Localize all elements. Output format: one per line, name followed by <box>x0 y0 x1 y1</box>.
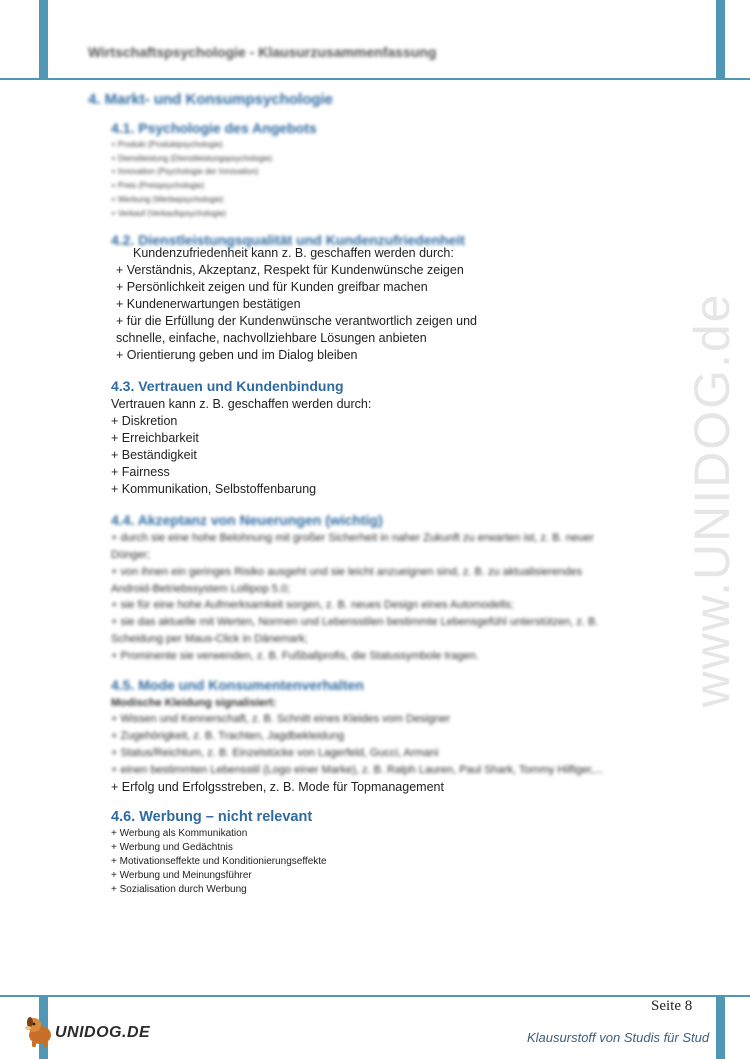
list-item: + Zugehörigkeit, z. B. Trachten, Jagdbekleidung <box>111 730 345 743</box>
list-item: + Status/Reichtum, z. B. Einzelstücke von Lagerfeld, Gucci, Armani <box>111 746 439 759</box>
list-item: + durch sie eine hohe Belohnung mit großer Sicherheit in naher Zukunft zu erwarten ist, z. B. neuer <box>111 532 594 545</box>
list-item: + sie für eine hohe Aufmerksamkeit sorgen, z. B. neues Design eines Automodells; <box>111 599 514 612</box>
list-item: + Erfolg und Erfolgsstreben, z. B. Mode für Topmanagement <box>111 779 444 794</box>
list-item: + Wissen und Kennerschaft, z. B. Schnitt eines Kleides vom Designer <box>111 713 451 726</box>
header-rule <box>0 78 750 80</box>
list-item: + Persönlichkeit zeigen und für Kunden greifbar machen <box>116 280 428 295</box>
list-item: Scheidung per Maus-Click in Dänemark; <box>111 633 308 645</box>
section-title-4-1: 4.1. Psychologie des Angebots <box>111 120 317 136</box>
list-item: Dünger; <box>111 549 151 562</box>
footer-rule <box>0 995 750 997</box>
list-item: Android-Betriebssystem Lollipop 5.0; <box>111 582 291 595</box>
section-list-4-1 <box>111 138 688 220</box>
list-item: + Orientierung geben und im Dialog bleiben <box>116 348 358 363</box>
section-intro: Modische Kleidung signalisiert: <box>111 696 277 709</box>
section-title-4-4: 4.4. Akzeptanz von Neuerungen (wichtig) <box>111 512 383 529</box>
section-title-4-3: 4.3. Vertrauen und Kundenbindung <box>111 378 344 395</box>
list-item: + Sozialisation durch Werbung <box>111 883 247 895</box>
section-list-4-3 <box>111 396 688 498</box>
section-list-4-5 <box>111 695 688 796</box>
logo-text: UNIDOG.DE <box>55 1024 151 1041</box>
list-item: + Preis (Preispsychologie) <box>111 181 205 191</box>
section-title-4-2: 4.2. Dienstleistungsqualität und Kundenzufriedenheit <box>111 232 465 249</box>
left-accent-bar-top <box>39 0 48 80</box>
section-list-4-2 <box>111 245 688 364</box>
list-item: + Diskretion <box>111 414 178 429</box>
list-item: + Produkt (Produktpsychologie) <box>111 140 223 149</box>
right-accent-bar-bottom <box>716 995 725 1059</box>
section-intro: Kundenzufriedenheit kann z. B. geschaffen werden durch: <box>133 246 454 261</box>
list-item: + Verständnis, Akzeptanz, Respekt für Kundenwünsche zeigen <box>116 263 464 278</box>
list-item: + Innovation (Psychologie der Innovation) <box>111 167 259 177</box>
list-item: + einen bestimmten Lebensstil (Logo einer Marke), z. B. Ralph Lauren, Paul Shark, Tommy Hilfiger,... <box>111 763 604 776</box>
list-item: + für die Erfüllung der Kundenwünsche verantwortlich zeigen und <box>116 314 477 329</box>
list-item: + Kundenerwartungen bestätigen <box>116 297 301 312</box>
section-title-4-6: 4.6. Werbung – nicht relevant <box>111 809 313 826</box>
section-list-4-6 <box>111 827 688 896</box>
right-accent-bar-top <box>716 0 725 80</box>
chapter-title: 4. Markt- und Konsumpsychologie <box>88 91 334 108</box>
list-item: + Werbung als Kommunikation <box>111 828 248 840</box>
list-item: + sie das aktuelle mit Werten, Normen und Lebensstilen bestimmte Lebensgefühl unterstützen, z. B. <box>111 616 599 629</box>
list-item: + Werbung (Werbepsychologie) <box>111 194 224 204</box>
list-item: + von ihnen ein geringes Risiko ausgeht und sie leicht anzueignen sind, z. B. zu aktualisierendes <box>111 565 583 578</box>
list-item: + Fairness <box>111 465 170 480</box>
list-item: + Erreichbarkeit <box>111 431 199 446</box>
list-item: + Verkauf (Verkaufspsychologie) <box>111 208 226 218</box>
list-item: schnelle, einfache, nachvollziehbare Lösungen anbieten <box>116 331 427 346</box>
list-item: + Beständigkeit <box>111 448 197 463</box>
list-item: + Werbung und Gedächtnis <box>111 842 233 854</box>
page-content <box>88 88 688 896</box>
section-title-4-5: 4.5. Mode und Konsumentenverhalten <box>111 676 364 693</box>
header-title: Wirtschaftspsychologie - Klausurzusammenfassung <box>88 44 437 60</box>
list-item: + Prominente sie verwenden, z. B. Fußballprofis, die Statussymbole tragen. <box>111 649 479 662</box>
list-item: + Dienstleistung (Dienstleistungspsychologie) <box>111 153 273 163</box>
section-list-4-4 <box>111 530 688 664</box>
list-item: + Motivationseffekte und Konditionierungseffekte <box>111 855 327 867</box>
page-number: Seite 8 <box>651 998 693 1014</box>
unidog-logo <box>22 1013 152 1049</box>
list-item: + Kommunikation, Selbstoffenbarung <box>111 482 317 497</box>
footer-tagline: Klausurstoff von Studis für Stud <box>527 1030 710 1045</box>
list-item: + Werbung und Meinungsführer <box>111 869 252 881</box>
section-intro: Vertrauen kann z. B. geschaffen werden durch: <box>111 397 372 412</box>
